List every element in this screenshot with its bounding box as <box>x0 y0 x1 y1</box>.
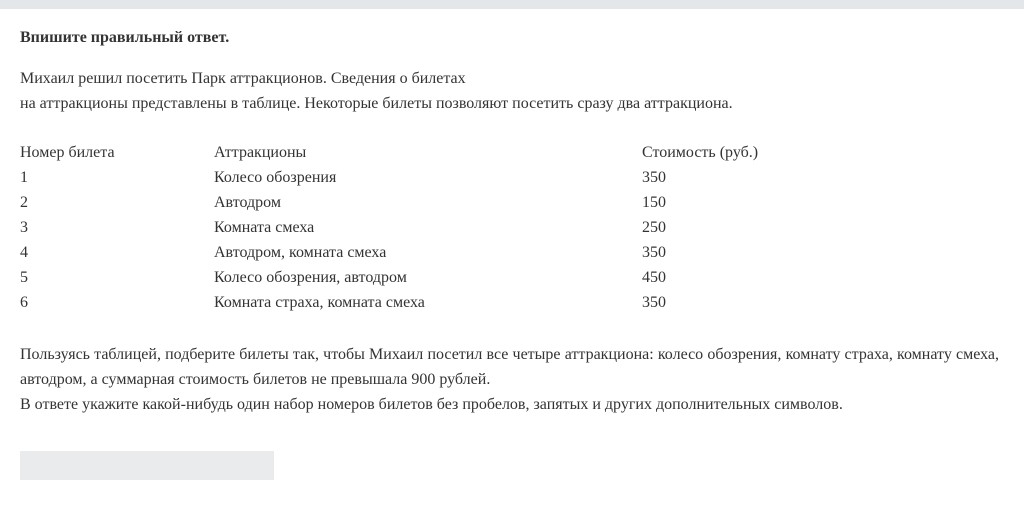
price-cell: 450 <box>642 269 666 286</box>
table-row <box>20 290 999 315</box>
intro-line-1: Михаил решил посетить Парк аттракционов. Сведения о билетах <box>20 70 466 87</box>
table-row <box>20 240 999 265</box>
table-row <box>20 215 999 240</box>
ticket-number-cell: 6 <box>20 294 28 311</box>
ticket-number-cell: 3 <box>20 219 28 236</box>
top-bar <box>0 0 1024 9</box>
answer-instruction: В ответе укажите какой-нибудь один набор номеров билетов без пробелов, запятых и других дополнительных символов. <box>20 396 843 413</box>
price-cell: 350 <box>642 294 666 311</box>
task-intro <box>20 66 999 116</box>
tickets-table <box>20 140 999 315</box>
price-cell: 350 <box>642 244 666 261</box>
ticket-number-cell: 4 <box>20 244 28 261</box>
price-cell: 350 <box>642 169 666 186</box>
attractions-cell: Автодром <box>214 194 281 211</box>
table-row <box>20 190 999 215</box>
price-cell: 150 <box>642 194 666 211</box>
header-attractions: Аттракционы <box>214 144 307 161</box>
ticket-number-cell: 5 <box>20 269 28 286</box>
price-cell: 250 <box>642 219 666 236</box>
table-row <box>20 265 999 290</box>
ticket-number-cell: 2 <box>20 194 28 211</box>
task-content <box>20 27 999 417</box>
header-price: Стоимость (руб.) <box>642 144 759 161</box>
answer-input[interactable] <box>20 451 274 480</box>
attractions-cell: Колесо обозрения, автодром <box>214 269 407 286</box>
attractions-cell: Колесо обозрения <box>214 169 337 186</box>
attractions-cell: Комната страха, комната смеха <box>214 294 425 311</box>
question-paragraph: Пользуясь таблицей, подберите билеты так, чтобы Михаил посетил все четыре аттракциона: колесо обозрения, комнату страха, комнату смеха, автодром, а суммарная стоимость билетов не превышала 900 рублей. <box>20 346 999 388</box>
intro-line-2: на аттракционы представлены в таблице. Некоторые билеты позволяют посетить сразу два аттракциона. <box>20 95 733 112</box>
attractions-cell: Комната смеха <box>214 219 315 236</box>
ticket-number-cell: 1 <box>20 169 28 186</box>
task-instruction: Впишите правильный ответ. <box>20 29 230 46</box>
question-text <box>20 342 999 417</box>
header-ticket-number: Номер билета <box>20 144 115 161</box>
table-header-row <box>20 140 999 165</box>
table-row <box>20 165 999 190</box>
attractions-cell: Автодром, комната смеха <box>214 244 387 261</box>
